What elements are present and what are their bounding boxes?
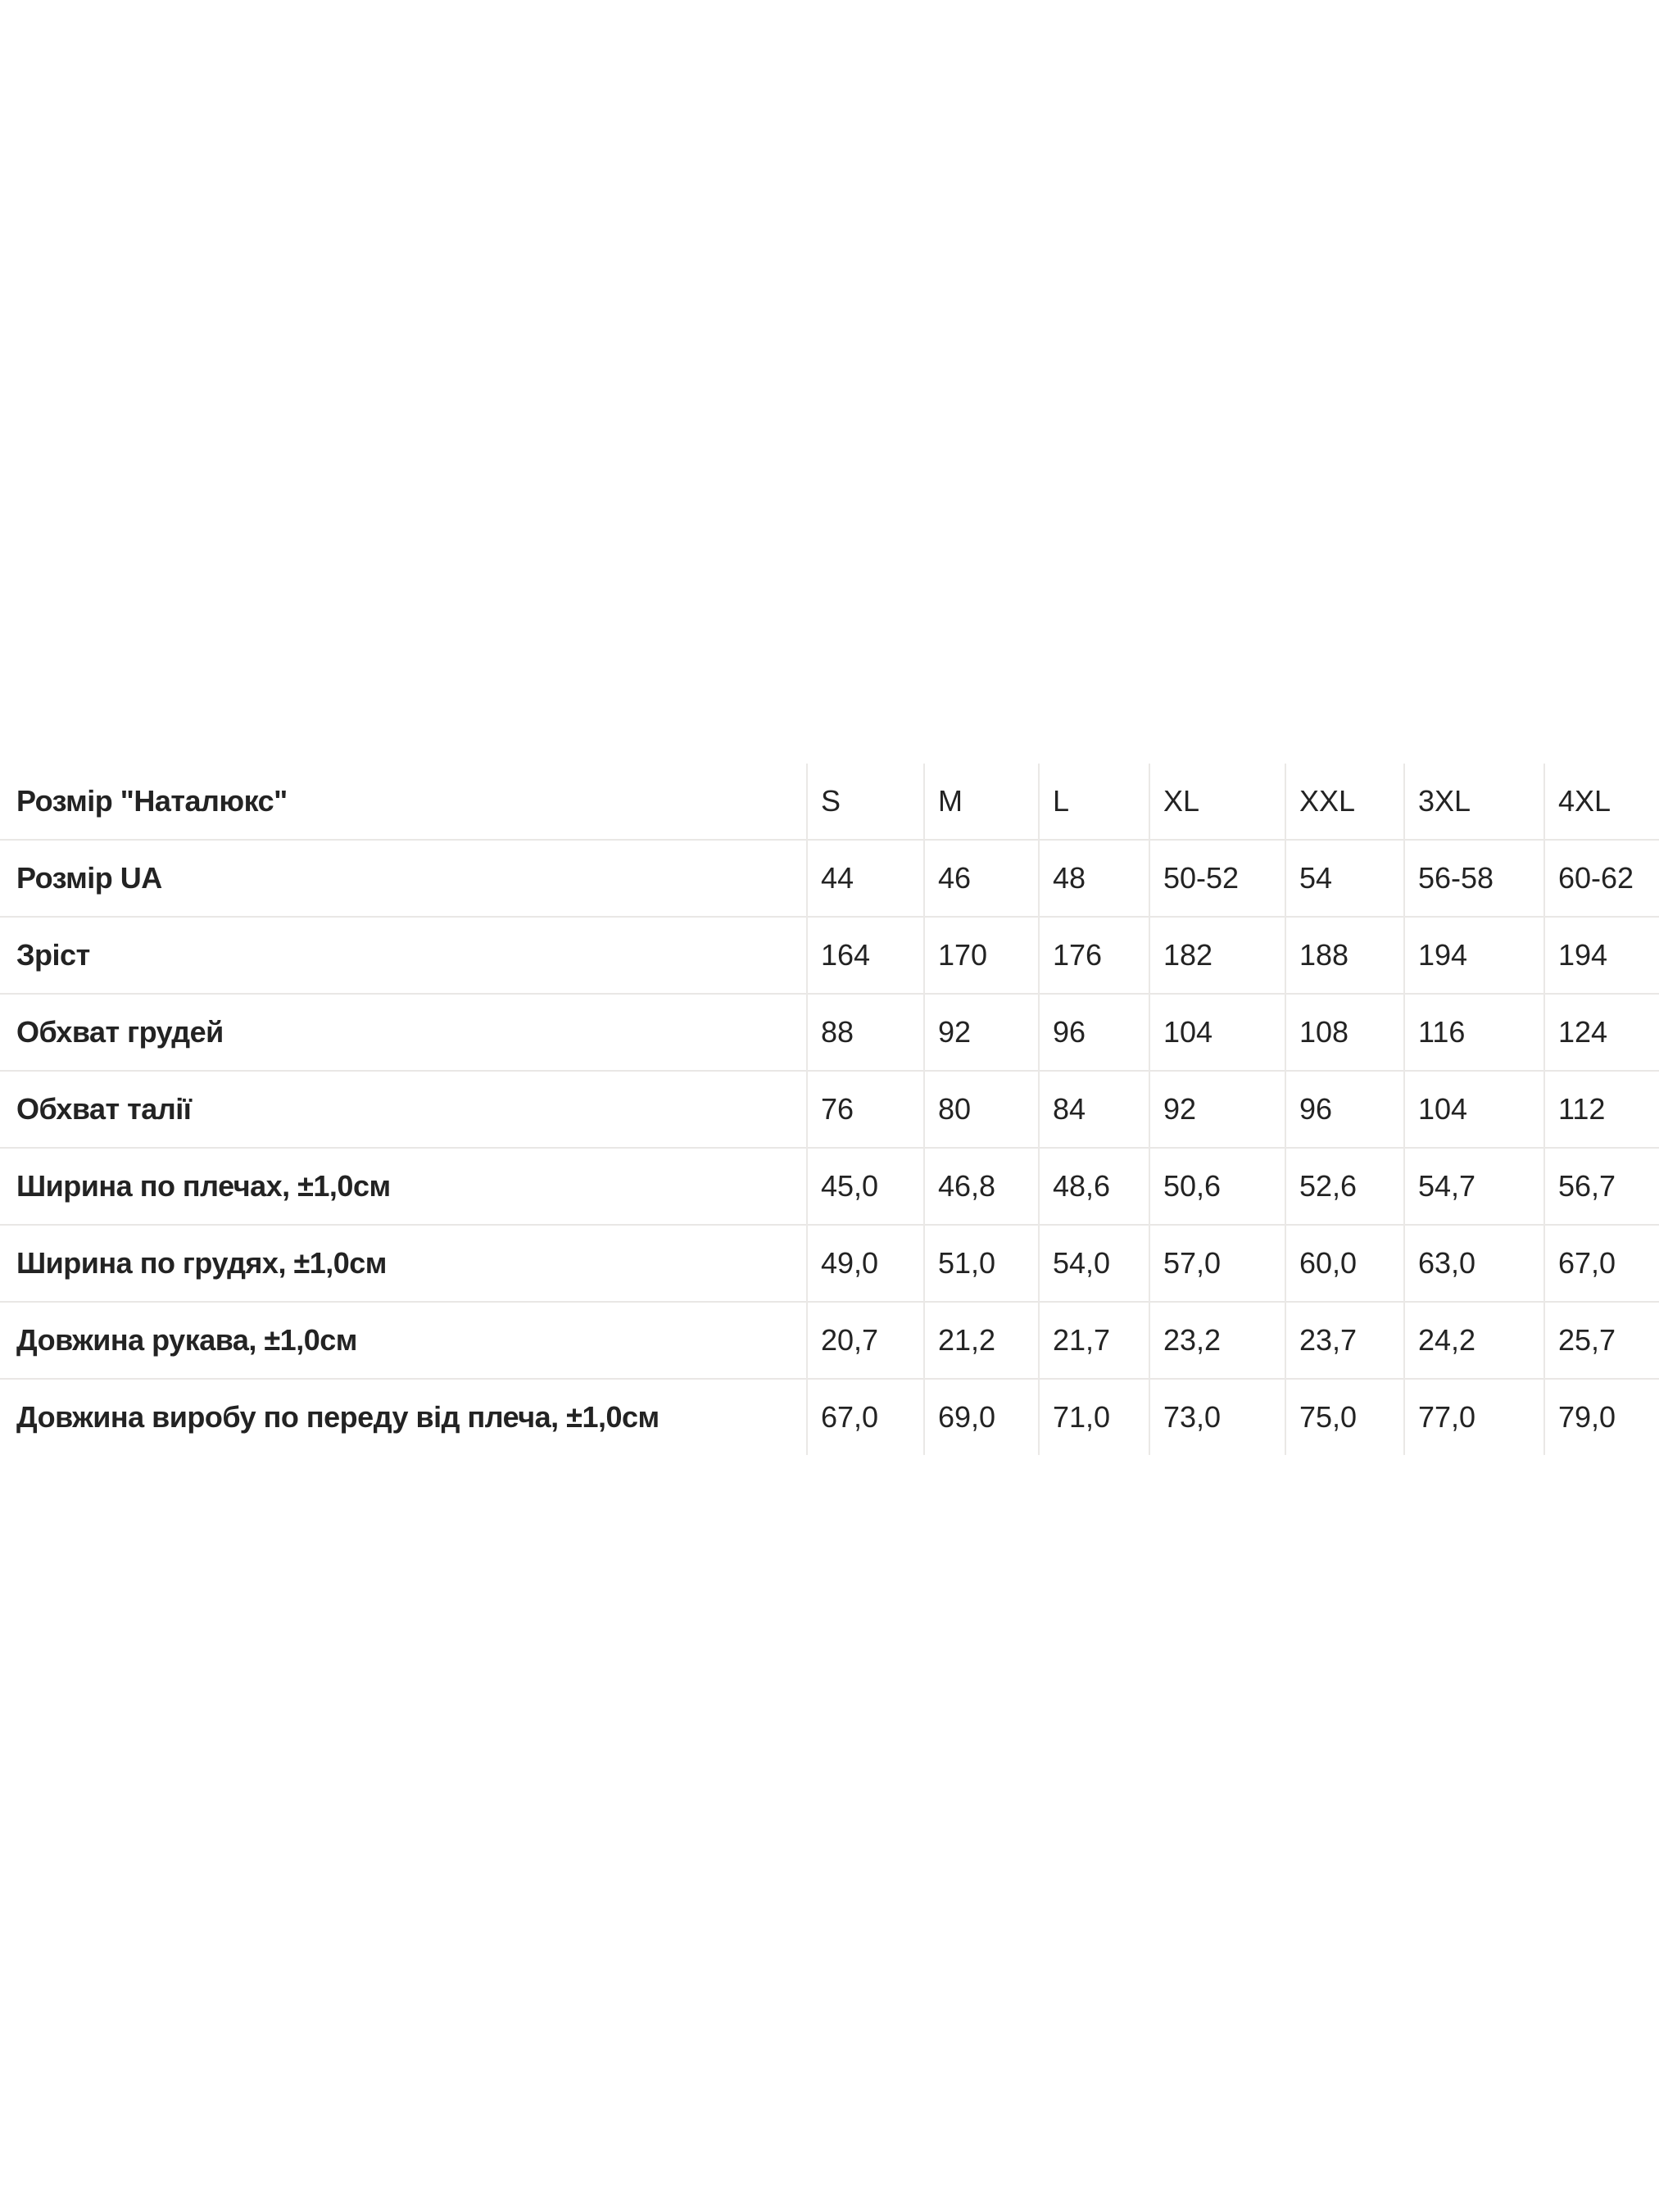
size-value-cell: 54,7	[1404, 1148, 1544, 1225]
size-value-cell: 182	[1149, 917, 1285, 994]
size-value-cell: S	[807, 764, 924, 840]
size-value-cell: 79,0	[1544, 1379, 1659, 1455]
size-value-cell: 56,7	[1544, 1148, 1659, 1225]
row-label-cell: Ширина по плечах, ±1,0см	[0, 1148, 807, 1225]
row-label-cell: Обхват талії	[0, 1071, 807, 1148]
size-value-cell: 51,0	[924, 1225, 1039, 1302]
size-value-cell: 48	[1039, 840, 1149, 917]
table-row	[0, 764, 1659, 840]
size-value-cell: 92	[1149, 1071, 1285, 1148]
size-value-cell: M	[924, 764, 1039, 840]
size-value-cell: 21,7	[1039, 1302, 1149, 1379]
table-row	[0, 1302, 1659, 1379]
size-value-cell: 76	[807, 1071, 924, 1148]
table-row	[0, 840, 1659, 917]
size-value-cell: 4XL	[1544, 764, 1659, 840]
size-value-cell: 44	[807, 840, 924, 917]
table-row	[0, 1225, 1659, 1302]
size-value-cell: 75,0	[1285, 1379, 1404, 1455]
size-value-cell: 96	[1285, 1071, 1404, 1148]
size-value-cell: 73,0	[1149, 1379, 1285, 1455]
size-value-cell: 50-52	[1149, 840, 1285, 917]
size-value-cell: 56-58	[1404, 840, 1544, 917]
size-value-cell: 88	[807, 994, 924, 1071]
row-label-cell: Довжина рукава, ±1,0см	[0, 1302, 807, 1379]
size-value-cell: 20,7	[807, 1302, 924, 1379]
size-value-cell: 108	[1285, 994, 1404, 1071]
size-value-cell: 124	[1544, 994, 1659, 1071]
size-value-cell: L	[1039, 764, 1149, 840]
size-value-cell: 50,6	[1149, 1148, 1285, 1225]
row-label-cell: Зріст	[0, 917, 807, 994]
size-value-cell: 52,6	[1285, 1148, 1404, 1225]
size-chart-table	[0, 764, 1659, 1455]
size-value-cell: 49,0	[807, 1225, 924, 1302]
size-value-cell: 112	[1544, 1071, 1659, 1148]
size-value-cell: 80	[924, 1071, 1039, 1148]
size-value-cell: 188	[1285, 917, 1404, 994]
size-value-cell: 21,2	[924, 1302, 1039, 1379]
size-value-cell: 54,0	[1039, 1225, 1149, 1302]
size-value-cell: 60-62	[1544, 840, 1659, 917]
size-value-cell: 57,0	[1149, 1225, 1285, 1302]
size-value-cell: 48,6	[1039, 1148, 1149, 1225]
size-value-cell: 54	[1285, 840, 1404, 917]
row-label-cell: Ширина по грудях, ±1,0см	[0, 1225, 807, 1302]
size-value-cell: XL	[1149, 764, 1285, 840]
size-value-cell: 71,0	[1039, 1379, 1149, 1455]
table-row	[0, 1148, 1659, 1225]
size-value-cell: 92	[924, 994, 1039, 1071]
table-row	[0, 994, 1659, 1071]
table-row	[0, 917, 1659, 994]
table-row	[0, 1071, 1659, 1148]
size-value-cell: 23,2	[1149, 1302, 1285, 1379]
row-label-cell: Розмір UA	[0, 840, 807, 917]
size-value-cell: 84	[1039, 1071, 1149, 1148]
size-value-cell: 46,8	[924, 1148, 1039, 1225]
row-label-cell: Обхват грудей	[0, 994, 807, 1071]
size-value-cell: 116	[1404, 994, 1544, 1071]
size-value-cell: 96	[1039, 994, 1149, 1071]
size-value-cell: XXL	[1285, 764, 1404, 840]
size-value-cell: 170	[924, 917, 1039, 994]
size-value-cell: 23,7	[1285, 1302, 1404, 1379]
size-value-cell: 164	[807, 917, 924, 994]
size-value-cell: 25,7	[1544, 1302, 1659, 1379]
size-value-cell: 104	[1404, 1071, 1544, 1148]
size-value-cell: 77,0	[1404, 1379, 1544, 1455]
row-label-cell: Розмір "Наталюкс"	[16, 784, 288, 818]
size-value-cell: 69,0	[924, 1379, 1039, 1455]
table-row	[0, 1379, 1659, 1455]
size-value-cell: 67,0	[807, 1379, 924, 1455]
size-value-cell: 24,2	[1404, 1302, 1544, 1379]
size-value-cell: 60,0	[1285, 1225, 1404, 1302]
size-value-cell: 63,0	[1404, 1225, 1544, 1302]
row-label-cell: Довжина виробу по переду від плеча, ±1,0см	[0, 1379, 807, 1455]
size-value-cell: 194	[1404, 917, 1544, 994]
size-value-cell: 176	[1039, 917, 1149, 994]
size-value-cell: 45,0	[807, 1148, 924, 1225]
size-value-cell: 67,0	[1544, 1225, 1659, 1302]
size-value-cell: 46	[924, 840, 1039, 917]
size-value-cell: 104	[1149, 994, 1285, 1071]
size-value-cell: 194	[1544, 917, 1659, 994]
size-value-cell: 3XL	[1404, 764, 1544, 840]
